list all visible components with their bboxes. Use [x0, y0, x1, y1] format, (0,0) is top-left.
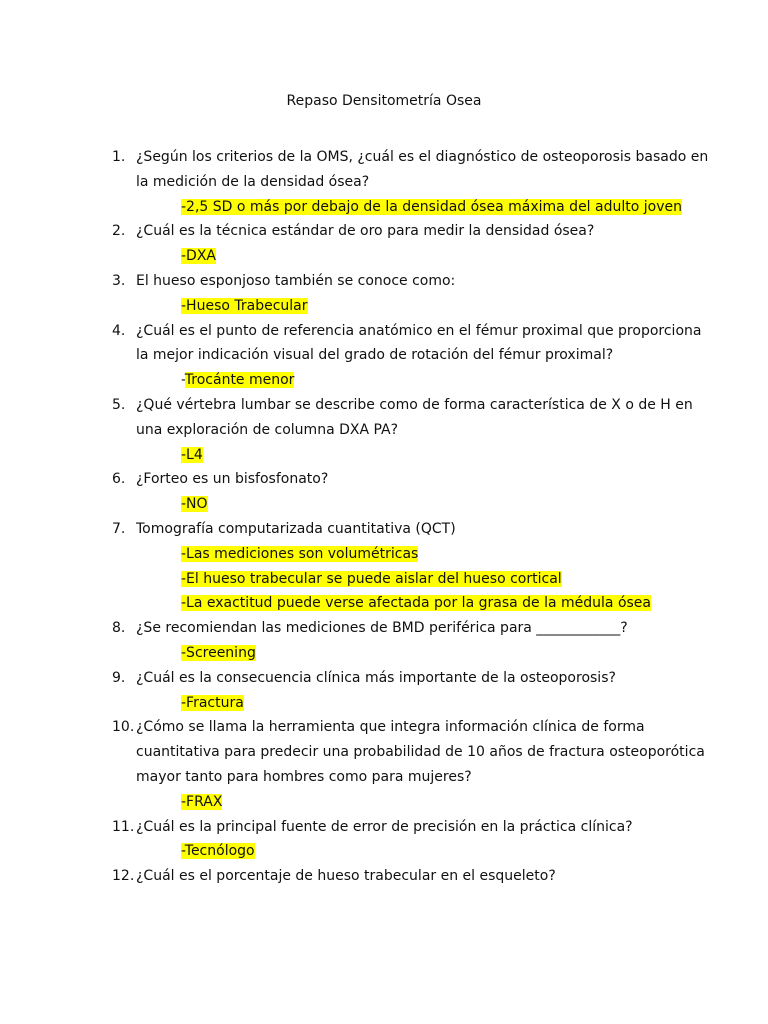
answer-line — [136, 641, 712, 666]
answer-prefix: - — [181, 372, 185, 389]
answer-line — [136, 691, 712, 716]
question-item — [112, 269, 712, 319]
question-number: 9. — [112, 669, 126, 686]
answer-group — [136, 790, 712, 815]
answer-group — [136, 244, 712, 269]
question-text: ¿Forteo es un bisfosfonato? — [136, 471, 329, 488]
question-item — [112, 616, 712, 666]
answer-line — [136, 195, 712, 220]
question-item — [112, 219, 712, 269]
question-text: ¿Qué vértebra lumbar se describe como de forma característica de X o de H en una exploración de columna DXA PA? — [136, 396, 693, 438]
question-item — [112, 666, 712, 716]
answer-line — [136, 443, 712, 468]
answer-line — [136, 244, 712, 269]
answer-group — [136, 691, 712, 716]
question-number: 8. — [112, 620, 126, 637]
question-number: 5. — [112, 396, 126, 413]
answer-group — [136, 641, 712, 666]
question-text: ¿Cuál es el porcentaje de hueso trabecular en el esqueleto? — [136, 868, 556, 885]
answer-group — [136, 542, 712, 616]
highlighted-answer: Trocánte menor — [184, 372, 295, 389]
answer-line — [136, 294, 712, 319]
question-item — [112, 517, 712, 616]
answer-line — [136, 492, 712, 517]
question-number: 10. — [112, 719, 135, 736]
document-title: Repaso Densitometría Osea — [286, 93, 482, 109]
question-number: 1. — [112, 149, 126, 165]
question-list — [112, 145, 712, 889]
answer-group — [136, 294, 712, 319]
question-item — [112, 319, 712, 393]
question-number: 7. — [112, 520, 126, 537]
answer-line — [136, 790, 712, 815]
question-text: El hueso esponjoso también se conoce como: — [136, 272, 456, 289]
answer-group — [136, 839, 712, 864]
highlighted-answer: -NO — [181, 496, 208, 513]
question-number: 3. — [112, 272, 126, 289]
question-text: ¿Cuál es la principal fuente de error de precisión en la práctica clínica? — [136, 818, 633, 835]
answer-group — [136, 443, 712, 468]
question-item — [112, 815, 712, 865]
answer-group — [136, 195, 712, 220]
highlighted-answer: -L4 — [181, 446, 203, 463]
highlighted-answer: -Tecnólogo — [181, 843, 255, 860]
question-number: 2. — [112, 223, 126, 240]
question-item — [112, 145, 712, 219]
answer-group — [136, 368, 712, 393]
highlighted-answer: -2,5 SD o más por debajo de la densidad ósea máxima del adulto joven — [181, 198, 682, 215]
answer-line — [136, 591, 712, 616]
question-text: ¿Cuál es el punto de referencia anatómico en el fémur proximal que proporciona la mejor indicación visual del grado de rotación del fémur proximal? — [136, 322, 702, 364]
question-text: Tomografía computarizada cuantitativa (QCT) — [136, 520, 456, 537]
question-number: 6. — [112, 471, 126, 488]
question-item — [112, 864, 712, 889]
question-number: 11. — [112, 818, 135, 835]
highlighted-answer: -Fractura — [181, 694, 244, 711]
answer-line — [136, 542, 712, 567]
question-number: 12. — [112, 868, 135, 885]
highlighted-answer: -Screening — [181, 644, 256, 661]
highlighted-answer: -El hueso trabecular se puede aislar del hueso cortical — [181, 570, 562, 587]
highlighted-answer: -DXA — [181, 248, 216, 265]
highlighted-answer: -Hueso Trabecular — [181, 297, 308, 314]
highlighted-answer: -FRAX — [181, 793, 223, 810]
question-number: 4. — [112, 322, 126, 339]
highlighted-answer: -La exactitud puede verse afectada por la grasa de la médula ósea — [181, 595, 651, 612]
question-text: ¿Según los criterios de la OMS, ¿cuál es el diagnóstico de osteoporosis basado en la medición de la densidad ósea? — [136, 149, 709, 190]
answer-line — [136, 567, 712, 592]
question-item — [112, 393, 712, 467]
question-text: ¿Cómo se llama la herramienta que integra información clínica de forma cuantitativa para predecir una probabilidad de 10 años de fractura osteoporótica mayor tanto para hombres como para mujeres? — [136, 719, 705, 785]
question-item — [112, 715, 712, 814]
question-text: ¿Cuál es la técnica estándar de oro para medir la densidad ósea? — [136, 223, 595, 240]
question-item — [112, 467, 712, 517]
answer-group — [136, 492, 712, 517]
answer-line — [136, 839, 712, 864]
answer-line — [136, 368, 712, 393]
question-text: ¿Se recomiendan las mediciones de BMD periférica para ____________? — [136, 620, 628, 637]
highlighted-answer: -Las mediciones son volumétricas — [181, 545, 419, 562]
question-text: ¿Cuál es la consecuencia clínica más importante de la osteoporosis? — [136, 669, 616, 686]
